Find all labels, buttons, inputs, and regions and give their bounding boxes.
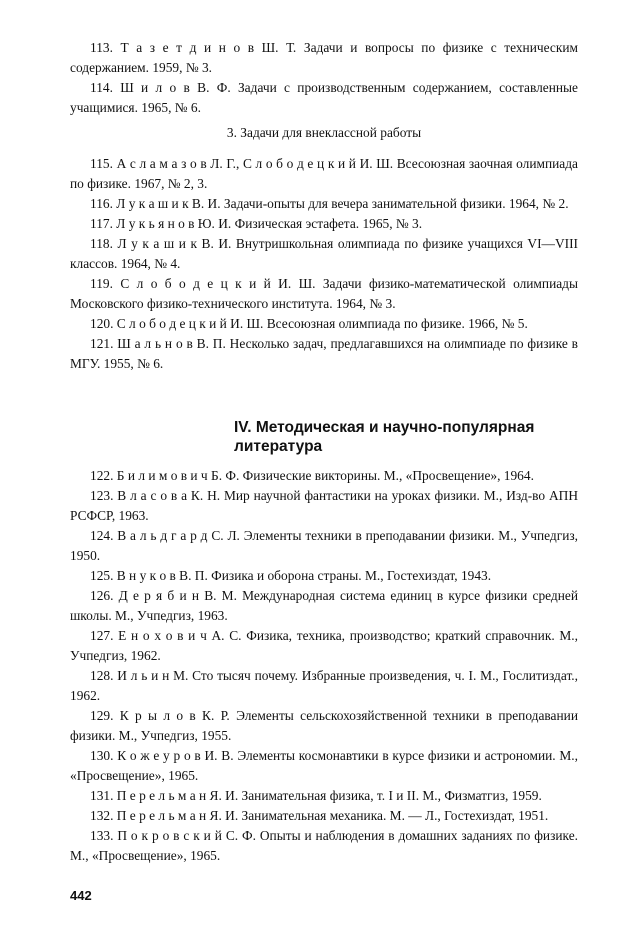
bib-entry-122: 122. Б и л и м о в и ч Б. Ф. Физические викторины. М., «Просвещение», 1964. xyxy=(90,468,534,483)
entries-part2 xyxy=(70,154,578,374)
bib-entry-116: 116. Л у к а ш и к В. И. Задачи-опыты для вечера занимательной физики. 1964, № 2. xyxy=(90,196,569,211)
bib-entry-126: 126. Д е р я б и н В. М. Международная система единиц в курсе физики средней школы. М., Учпедгиз, 1963. xyxy=(70,588,578,623)
entries-part3 xyxy=(70,466,578,866)
page-number: 442 xyxy=(70,888,92,903)
bib-entry-129: 129. К р ы л о в К. Р. Элементы сельскохозяйственной техники в преподавании физики. М., Учпедгиз, 1955. xyxy=(70,708,578,743)
bib-entry-118: 118. Л у к а ш и к В. И. Внутришкольная олимпиада по физике учащихся VI—VIII классов. 1964, № 4. xyxy=(70,236,578,271)
chapter-heading-line1: IV. Методическая и научно-популярная xyxy=(234,419,535,436)
bib-entry-121: 121. Ш а л ь н о в В. П. Несколько задач, предлагавшихся на олимпиаде по физике в МГУ. 1955, № 6. xyxy=(70,336,578,371)
entries-part1 xyxy=(70,38,578,118)
bib-entry-120: 120. С л о б о д е ц к и й И. Ш. Всесоюзная олимпиада по физике. 1966, № 5. xyxy=(90,316,528,331)
bib-entry-133: 133. П о к р о в с к и й С. Ф. Опыты и наблюдения в домашних заданиях по физике. М., «Просвещение», 1965. xyxy=(70,828,578,863)
bib-entry-125: 125. В н у к о в В. П. Физика и оборона страны. М., Гостехиздат, 1943. xyxy=(90,568,492,583)
bib-entry-131: 131. П е р е л ь м а н Я. И. Занимательная физика, т. I и II. М., Физматгиз, 1959. xyxy=(90,788,542,803)
bib-entry-130: 130. К о ж е у р о в И. В. Элементы космонавтики в курсе физики и астрономии. М., «Просвещение», 1965. xyxy=(70,748,578,783)
bib-entry-127: 127. Е н о х о в и ч А. С. Физика, техника, производство; краткий справочник. М., Учпедгиз, 1962. xyxy=(70,628,578,663)
chapter-heading-line2: литература xyxy=(234,438,323,455)
bib-entry-115: 115. А с л а м а з о в Л. Г., С л о б о д е ц к и й И. Ш. Всесоюзная заочная олимпиада по физике. 1967, № 2, 3. xyxy=(70,156,578,191)
bib-entry-124: 124. В а л ь д г а р д С. Л. Элементы техники в преподавании физики. М., Учпедгиз, 1950. xyxy=(70,528,578,563)
section-heading-extracurricular: 3. Задачи для внеклассной работы xyxy=(226,125,422,140)
bib-entry-132: 132. П е р е л ь м а н Я. И. Занимательная механика. М. — Л., Гостехиздат, 1951. xyxy=(90,808,549,823)
bib-entry-119: 119. С л о б о д е ц к и й И. Ш. Задачи физико-математической олимпиады Московского физико-технического института. 1964, № 3. xyxy=(70,276,578,311)
bib-entry-117: 117. Л у к ь я н о в Ю. И. Физическая эстафета. 1965, № 3. xyxy=(90,216,423,231)
chapter-heading xyxy=(234,418,584,456)
bib-entry-113: 113. Т а з е т д и н о в Ш. Т. Задачи и вопросы по физике с техническим содержанием. 1959, № 3. xyxy=(70,40,578,75)
bib-entry-114: 114. Ш и л о в В. Ф. Задачи с производственным содержанием, составленные учащимися. 1965, № 6. xyxy=(70,80,578,115)
bib-entry-123: 123. В л а с о в а К. Н. Мир научной фантастики на уроках физики. М., Изд-во АПН РСФСР, 1963. xyxy=(70,488,578,523)
bib-entry-128: 128. И л ь и н М. Сто тысяч почему. Избранные произведения, ч. I. М., Гослитиздат., 1962. xyxy=(70,668,578,703)
